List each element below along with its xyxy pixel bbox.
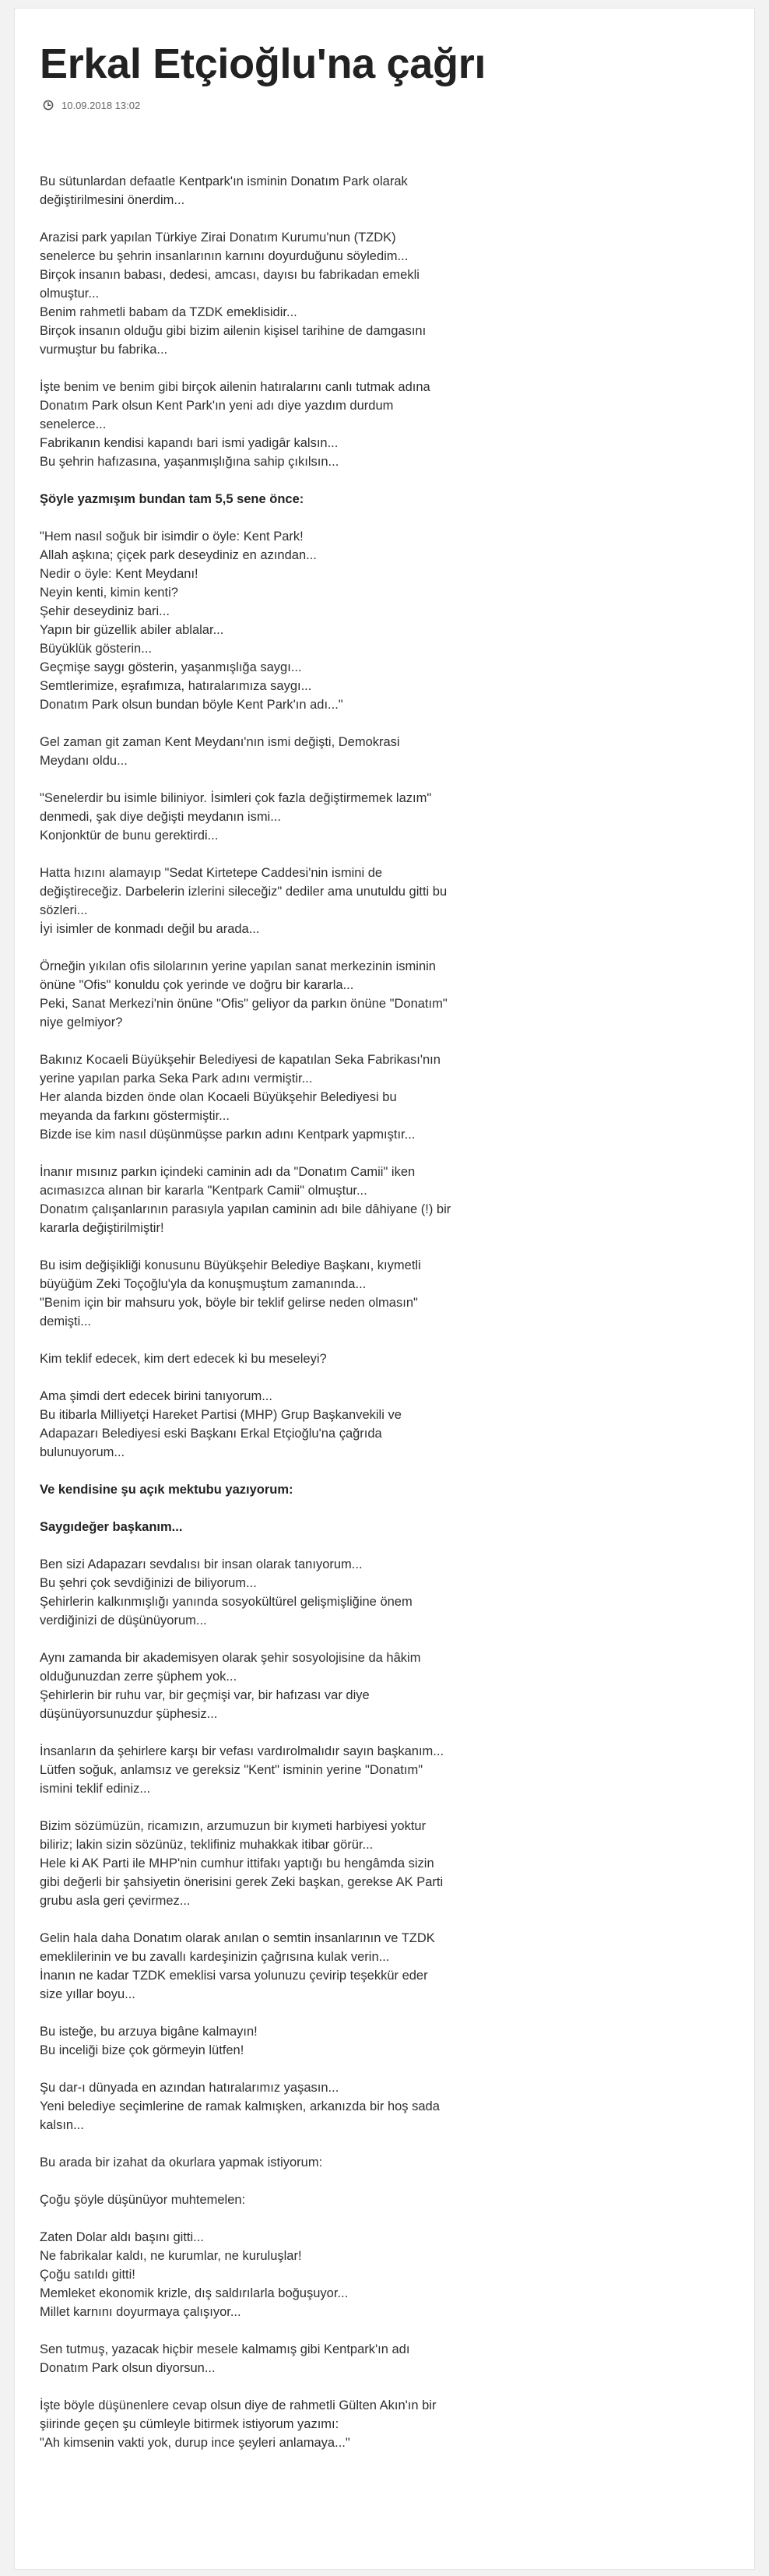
article-title: Erkal Etçioğlu'na çağrı [40, 40, 486, 87]
article-paragraph: Bu isim değişikliği konusunu Büyükşehir Belediye Başkanı, kıymetli büyüğüm Zeki Toçoğlu'yla da konuşmuştum zamanında... "Benim için bir mahsuru yok, böyle bir teklif gelirse neden olmasın" demişti... [40, 1258, 421, 1328]
article-card [14, 8, 755, 2570]
article-paragraph: Bu arada bir izahat da okurlara yapmak istiyorum: [40, 2155, 323, 2170]
article-body [40, 172, 538, 2452]
article-paragraph: Gel zaman git zaman Kent Meydanı'nın ismi değişti, Demokrasi Meydanı oldu... [40, 735, 400, 768]
clock-icon [43, 100, 54, 111]
article-paragraph: Örneğin yıkılan ofis silolarının yerine yapılan sanat merkezinin isminin önüne "Ofis" konuldu çok yerinde ve doğru bir kararla... Peki, Sanat Merkezi'nin önüne "Ofis" geliyor da parkın önüne "Donatım" niye gelmiyor? [40, 959, 448, 1029]
article-meta [40, 97, 538, 113]
article-paragraph: Bu isteğe, bu arzuya bigâne kalmayın! Bu inceliği bize çok görmeyin lütfen! [40, 2025, 258, 2057]
article-paragraph: Ve kendisine şu açık mektubu yazıyorum: [40, 1483, 293, 1497]
article-paragraph: Kim teklif edecek, kim dert edecek ki bu meseleyi? [40, 1352, 327, 1366]
article-paragraph: Gelin hala daha Donatım olarak anılan o semtin insanlarının ve TZDK emeklilerinin ve bu zavallı kardeşinizin çağrısına kulak verin... İnanın ne kadar TZDK emeklisi varsa yolunuzu çevirip teşekkür eder size yıllar boyu... [40, 1931, 435, 2001]
article-paragraph: Şu dar-ı dünyada en azından hatıralarımız yaşasın... Yeni belediye seçimlerine de ramak kalmışken, arkanızda bir hoş sada kalsın... [40, 2081, 440, 2132]
article-paragraph: Sen tutmuş, yazacak hiçbir mesele kalmamış gibi Kentpark'ın adı Donatım Park olsun diyorsun... [40, 2342, 410, 2375]
article-paragraph: "Hem nasıl soğuk bir isimdir o öyle: Kent Park! Allah aşkına; çiçek park deseydiniz en azından... Nedir o öyle: Kent Meydanı! Neyin kenti, kimin kenti? Şehir deseydiniz bari... Yapın bir güzellik abiler ablalar... Büyüklük gösterin... Geçmişe saygı gösterin, yaşanmışlığa saygı... Semtlerimize, eşrafımıza, hatıralarımıza saygı... Donatım Park olsun bundan böyle Kent Park'ın adı..." [40, 530, 343, 712]
article-paragraph: İşte benim ve benim gibi birçok ailenin hatıralarını canlı tutmak adına Donatım Park olsun Kent Park'ın yeni adı diye yazdım durdum senelerce... Fabrikanın kendisi kapandı bari ismi yadigâr kalsın... Bu şehrin hafızasına, yaşanmışlığına sahip çıkılsın... [40, 380, 430, 469]
article-paragraph: Bu sütunlardan defaatle Kentpark'ın isminin Donatım Park olarak değiştirilmesini önerdim... [40, 174, 408, 207]
article-paragraph: Ama şimdi dert edecek birini tanıyorum... Bu itibarla Milliyetçi Hareket Partisi (MHP) Grup Başkanvekili ve Adapazarı Belediyesi eski Başkanı Erkal Etçioğlu'na çağrıda bulunuyorum... [40, 1389, 402, 1459]
article-paragraph: Saygıdeğer başkanım... [40, 1520, 183, 1534]
article-paragraph: İnanır mısınız parkın içindeki caminin adı da "Donatım Camii" iken acımasızca alınan bir kararla "Kentpark Camii" olmuştur... Donatım çalışanlarının parasıyla yapılan caminin adı bile dâhiyane (!) bir kararla değiştirilmiştir! [40, 1165, 451, 1235]
article-paragraph: Çoğu şöyle düşünüyor muhtemelen: [40, 2193, 246, 2207]
article-paragraph: Zaten Dolar aldı başını gitti... Ne fabrikalar kaldı, ne kurumlar, ne kuruluşlar! Çoğu satıldı gitti! Memleket ekonomik krizle, dış saldırılarla boğuşuyor... Millet karnını doyurmaya çalışıyor... [40, 2230, 349, 2319]
article-paragraph: Ben sizi Adapazarı sevdalısı bir insan olarak tanıyorum... Bu şehri çok sevdiğinizi de biliyorum... Şehirlerin kalkınmışlığı yanında sosyokültürel gelişmişliğine önem verdiğinizi de düşünüyorum... [40, 1557, 413, 1628]
article-paragraph: İşte böyle düşünenlere cevap olsun diye de rahmetli Gülten Akın'ın bir şiirinde geçen şu cümleyle bitirmek istiyorum yazımı: "Ah kimsenin vakti yok, durup ince şeyleri anlamaya..." [40, 2398, 437, 2450]
article-paragraph: Hatta hızını alamayıp "Sedat Kirtetepe Caddesi'nin ismini de değiştireceğiz. Darbelerin izlerini sileceğiz" dediler ama unutuldu gitti bu sözleri... İyi isimler de konmadı değil bu arada... [40, 866, 448, 936]
article-paragraph: Bizim sözümüzün, ricamızın, arzumuzun bir kıymeti harbiyesi yoktur biliriz; lakin sizin sözünüz, teklifiniz muhakkak itibar görür... Hele ki AK Parti ile MHP'nin cumhur ittifakı yaptığı bu hengâmda sizin gibi değerli bir şahsiyetin önerisini gerek Zeki başkan, gerekse AK Parti grubu asla geri çevirmez... [40, 1819, 444, 1908]
article-paragraph: "Senelerdir bu isimle biliniyor. İsimleri çok fazla değiştirmemek lazım" denmedi, şak diye değişti meydanın ismi... Konjonktür de bunu gerektirdi... [40, 791, 432, 843]
publish-date: 10.09.2018 13:02 [61, 99, 141, 111]
article-paragraph: Şöyle yazmışım bundan tam 5,5 sene önce: [40, 492, 304, 506]
article-paragraph: Bakınız Kocaeli Büyükşehir Belediyesi de kapatılan Seka Fabrikası'nın yerine yapılan parka Seka Park adını vermiştir... Her alanda bizden önde olan Kocaeli Büyükşehir Belediyesi bu meyanda da farkını göstermiştir... Bizde ise kim nasıl düşünmüşse parkın adını Kentpark yapmıştır... [40, 1053, 441, 1142]
article-content [40, 37, 538, 2471]
article-paragraph: Arazisi park yapılan Türkiye Zirai Donatım Kurumu'nun (TZDK) senelerce bu şehrin insanlarının karnını doyurduğunu söyledim... Birçok insanın babası, dedesi, amcası, dayısı bu fabrikadan emekli olmuştur... Benim rahmetli babam da TZDK emeklisidir... Birçok insanın olduğu gibi bizim ailenin kişisel tarihine de damgasını vurmuştur bu fabrika... [40, 231, 427, 357]
article-paragraph: İnsanların da şehirlere karşı bir vefası vardırolmalıdır sayın başkanım... Lütfen soğuk, anlamsız ve gereksiz "Kent" isminin yerine "Donatım" ismini teklif ediniz... [40, 1744, 444, 1796]
article-paragraph: Aynı zamanda bir akademisyen olarak şehir sosyolojisine da hâkim olduğunuzdan zerre şüphem yok... Şehirlerin bir ruhu var, bir geçmişi var, bir hafızası var diye düşünüyorsunuzdur şüphesiz... [40, 1651, 421, 1721]
